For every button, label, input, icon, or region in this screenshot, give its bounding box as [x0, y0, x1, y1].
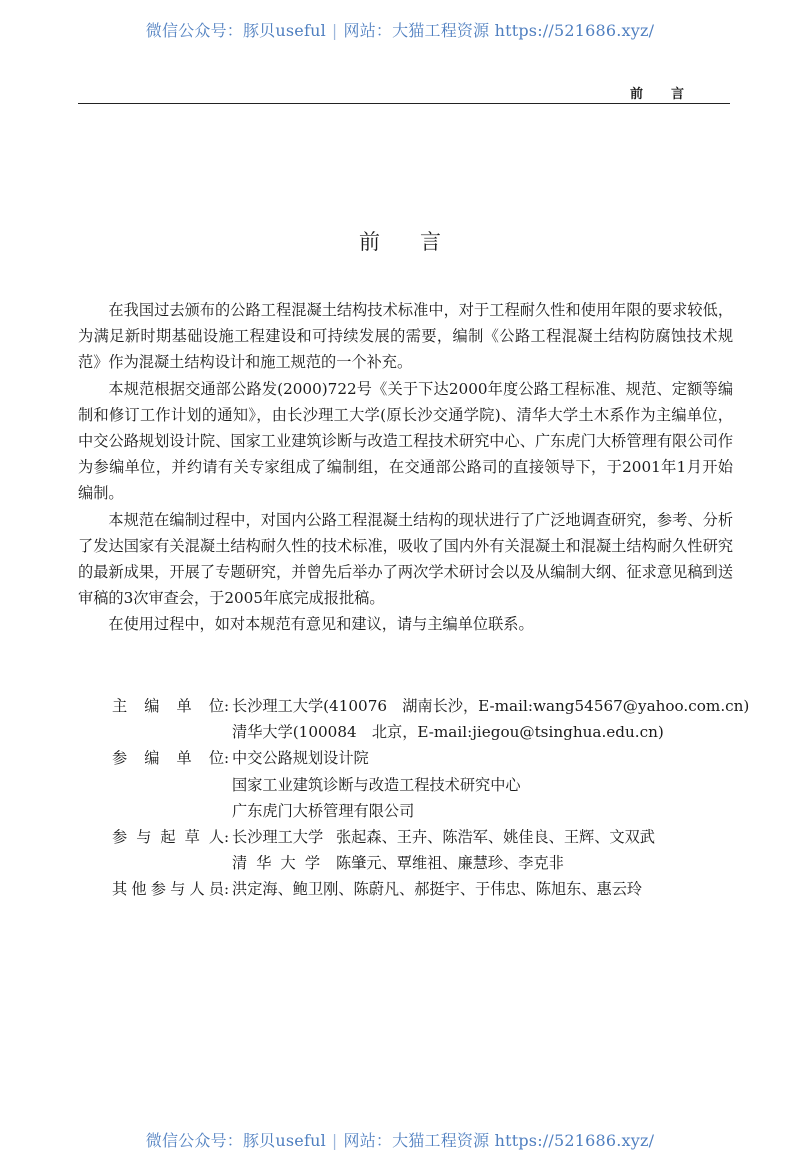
credit-line: 长沙理工大学(410076 湖南长沙，E-mail:wang54567@yahoo.com.cn): [232, 697, 750, 715]
credit-line: 中交公路规划设计院: [232, 749, 369, 768]
watermark-bottom: [0, 1128, 800, 1151]
credit-line: 洪定海、鲍卫刚、陈蔚凡、郝挺宇、于伟忠、陈旭东、惠云玲: [232, 880, 643, 899]
paragraph: 在使用过程中，如对本规范有意见和建议，请与主编单位联系。: [108, 615, 534, 634]
paragraph: 本规范根据交通部公路发(2000)722号《关于下达2000年度公路工程标准、规范、定额等编制和修订工作计划的通知》，由长沙理工大学(原长沙交通学院)、清华大学土木系作为主编单位，中交公路规划设计院、国家工业建筑诊断与改造工程技术研究中心、广东虎门大桥管理有限公司作为参编单位，并约请有关专家组成了编制组，在交通部公路司的直接领导下，于2001年1月开始编制。: [78, 379, 733, 503]
colon: :: [224, 697, 230, 715]
drafter-unit: 长沙理工大学: [232, 828, 324, 847]
credit-others: [112, 876, 752, 902]
watermark-site: 网站：大猫工程资源 https://521686.xyz/: [343, 1131, 655, 1150]
watermark-separator: |: [331, 1131, 338, 1150]
header-rule: [78, 103, 730, 104]
drafter-unit: 清华大学: [232, 854, 320, 873]
credit-chief-units: [112, 693, 752, 745]
credit-drafters: [112, 824, 752, 876]
credits-block: [112, 693, 752, 903]
credit-role: 参与起草人: [112, 828, 224, 847]
colon: :: [224, 749, 230, 768]
watermark-top: [0, 18, 800, 41]
watermark-separator: |: [331, 21, 338, 40]
page-title: 前言: [359, 230, 481, 254]
credit-role: 参编单位: [112, 749, 224, 768]
watermark-site: 网站：大猫工程资源 https://521686.xyz/: [343, 21, 655, 40]
watermark-wechat: 微信公众号：豚贝useful: [145, 21, 326, 40]
colon: :: [224, 880, 230, 899]
credit-line: 国家工业建筑诊断与改造工程技术研究中心: [232, 775, 521, 794]
credit-role: 其他参与人员: [112, 880, 224, 899]
drafter-names: 陈肇元、覃维祖、廉慧珍、李克非: [336, 854, 564, 873]
credit-line: 清华大学(100084 北京，E-mail:jiegou@tsinghua.edu.cn): [232, 723, 664, 742]
watermark-wechat: 微信公众号：豚贝useful: [145, 1131, 326, 1150]
drafter-group: [232, 850, 752, 876]
drafter-group: [232, 824, 752, 850]
credit-role: 主编单位: [112, 697, 224, 715]
paragraph: 本规范在编制过程中，对国内公路工程混凝土结构的现状进行了广泛地调查研究，参考、分析了发达国家有关混凝土结构耐久性的技术标准，吸收了国内外有关混凝土和混凝土结构耐久性研究的最新成果，开展了专题研究，并曾先后举办了两次学术研讨会以及从编制大纲、征求意见稿到送审稿的3次审查会，于2005年底完成报批稿。: [78, 510, 733, 608]
paragraph: 在我国过去颁布的公路工程混凝土结构技术标准中，对于工程耐久性和使用年限的要求较低，为满足新时期基础设施工程建设和可持续发展的需要，编制《公路工程混凝土结构防腐蚀技术规范》作为混凝土结构设计和施工规范的一个补充。: [78, 301, 733, 372]
running-head: 前言: [629, 87, 712, 102]
drafter-names: 张起森、王卉、陈浩军、姚佳良、王辉、文双武: [336, 828, 655, 847]
preface-body: [78, 297, 733, 638]
credit-line: 广东虎门大桥管理有限公司: [232, 801, 415, 820]
colon: :: [224, 828, 230, 847]
credit-participating-units: [112, 745, 752, 824]
